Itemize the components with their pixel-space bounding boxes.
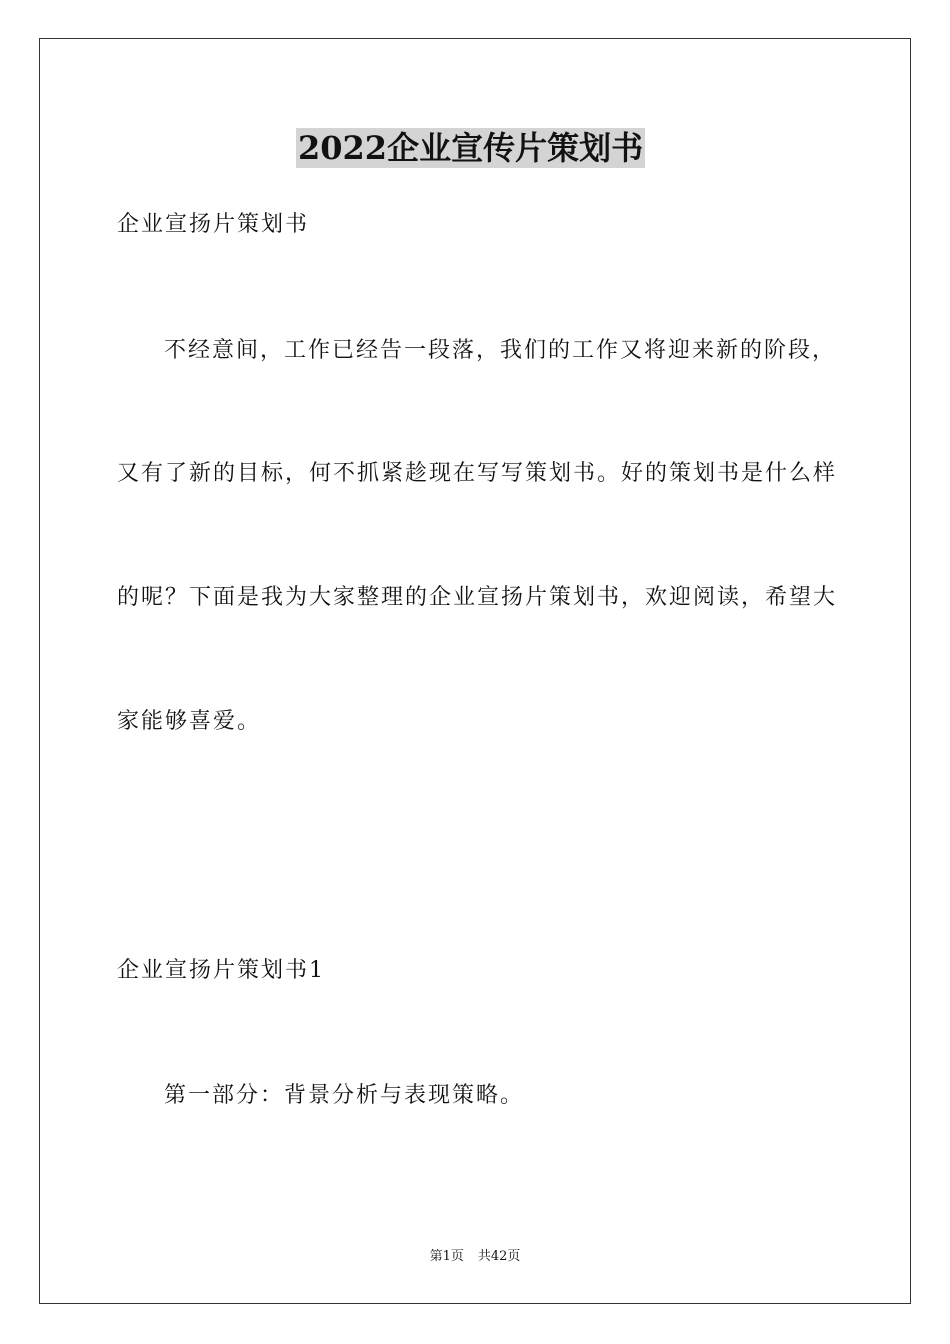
intro-line-3: 的呢？下面是我为大家整理的企业宣扬片策划书，欢迎阅读，希望大 [117, 585, 838, 610]
intro-line-2: 又有了新的目标，何不抓紧趁现在写写策划书。好的策划书是什么样 [117, 461, 838, 486]
section-heading: 企业宣扬片策划书1 [117, 958, 325, 983]
intro-line-1: 不经意间，工作已经告一段落，我们的工作又将迎来新的阶段， [164, 338, 837, 363]
page-total: 共42页 [477, 1249, 521, 1264]
page-number: 第1页 [429, 1249, 464, 1264]
page-footer [0, 1248, 950, 1266]
subtitle: 企业宣扬片策划书 [117, 212, 310, 237]
intro-line-4: 家能够喜爱。 [117, 709, 262, 734]
document-title: 2022企业宣传片策划书 [298, 129, 644, 167]
part-heading: 第一部分：背景分析与表现策略。 [164, 1083, 525, 1108]
